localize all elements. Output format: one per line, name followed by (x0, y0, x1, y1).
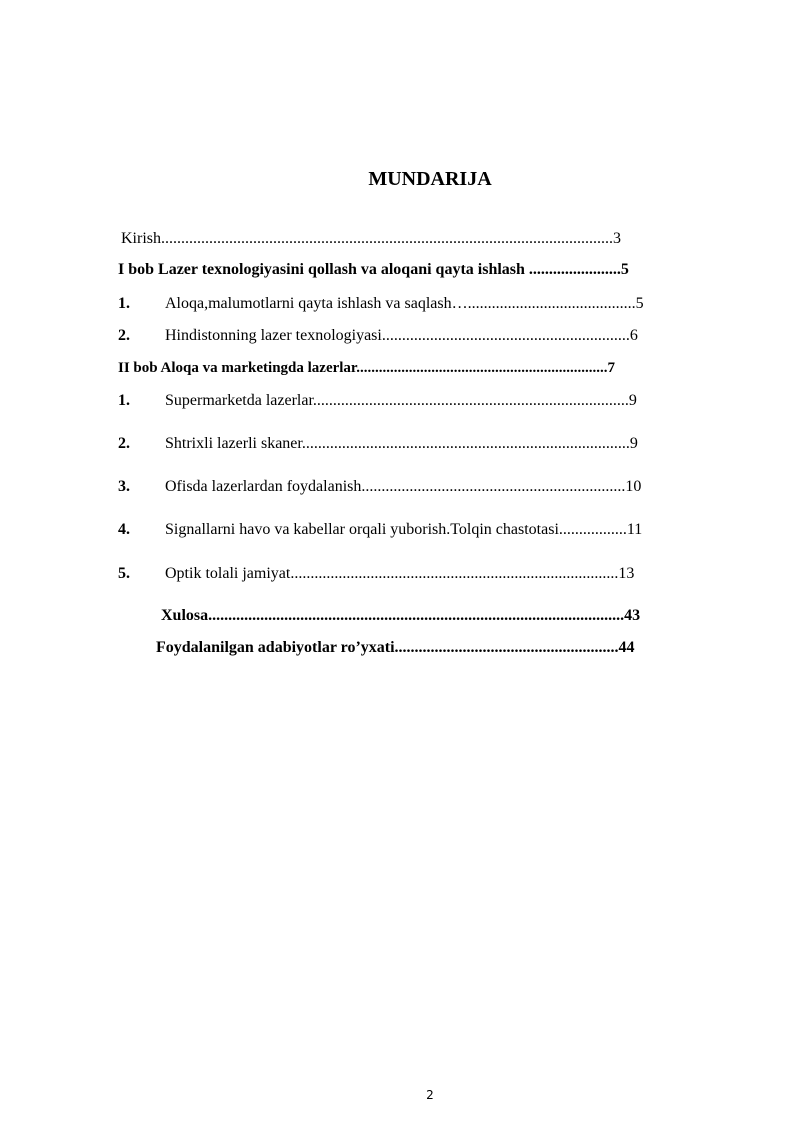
toc-entry-adabiyot: Foydalanilgan adabiyotlar ro’yxati........................................................44 (156, 639, 635, 656)
toc-entry-2-1: Supermarketda lazerlar...............................................................................9 (165, 392, 637, 409)
toc-number: 5. (118, 565, 130, 582)
toc-entry-2-3: Ofisda lazerlardan foydalanish..................................................................10 (165, 478, 642, 495)
toc-entry-2-4: Signallarni havo va kabellar orqali yuborish.Tolqin chastotasi.................11 (165, 521, 643, 538)
page-number: 2 (426, 1088, 434, 1102)
toc-entry-2-2: Shtrixli lazerli skaner..................................................................................9 (165, 435, 638, 452)
toc-entry-1-2: Hindistonning lazer texnologiyasi..............................................................6 (165, 327, 638, 344)
toc-number: 3. (118, 478, 130, 495)
toc-number: 1. (118, 392, 130, 409)
toc-entry-xulosa: Xulosa........................................................................................................43 (161, 607, 641, 624)
toc-chapter-2: II bob Aloqa va marketingda lazerlar...................................................................7 (118, 360, 615, 376)
toc-number: 2. (118, 327, 130, 344)
toc-chapter-1: I bob Lazer texnologiyasini qollash va aloqani qayta ishlash .......................5 (118, 261, 629, 278)
toc-entry-2-5: Optik tolali jamiyat..................................................................................13 (165, 565, 635, 582)
toc-entry-1-1: Aloqa,malumotlarni qayta ishlash va saqlash…..........................................5 (165, 295, 644, 312)
toc-number: 1. (118, 295, 130, 312)
page-title: MUNDARIJA (368, 168, 492, 190)
toc-number: 2. (118, 435, 130, 452)
toc-number: 4. (118, 521, 130, 538)
toc-entry-kirish: Kirish.................................................................................................................3 (121, 230, 621, 247)
